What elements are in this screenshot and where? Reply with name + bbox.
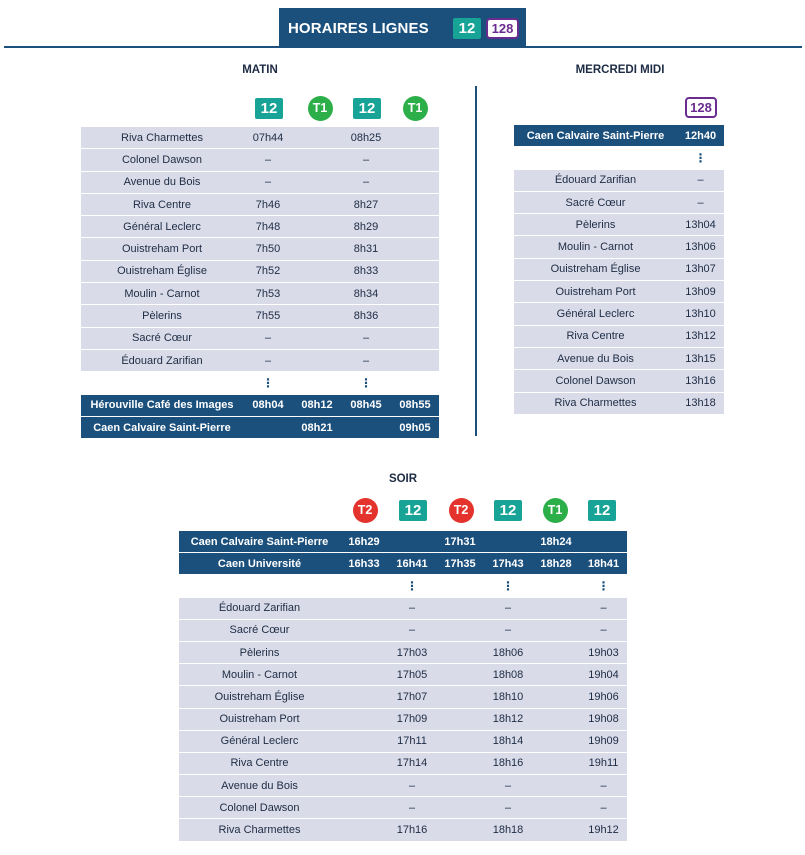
departure-time: ⋮ xyxy=(580,575,627,597)
line-12-badge: 12 xyxy=(399,500,427,521)
departure-time xyxy=(532,731,580,753)
departure-time: – xyxy=(484,797,532,819)
departure-time: 19h11 xyxy=(580,753,627,775)
stop-name: Ouistreham Port xyxy=(514,281,677,303)
departure-time xyxy=(391,216,439,238)
departure-time: 7h52 xyxy=(243,261,293,283)
stop-name: Général Leclerc xyxy=(179,731,340,753)
table-row xyxy=(514,326,724,348)
departure-time xyxy=(340,709,388,731)
departure-time: – xyxy=(243,328,293,350)
line-t2-badge: T2 xyxy=(449,498,474,523)
departure-time: 8h36 xyxy=(341,305,391,327)
departure-time: – xyxy=(580,797,627,819)
departure-time xyxy=(293,194,341,216)
departure-time xyxy=(293,127,341,149)
table-row xyxy=(179,709,627,731)
table-row xyxy=(81,305,439,327)
departure-time: – xyxy=(243,172,293,194)
table-row xyxy=(514,236,724,258)
departure-time: – xyxy=(484,620,532,642)
departure-time xyxy=(340,819,388,841)
table-row xyxy=(179,531,627,553)
stop-name: Caen Calvaire Saint-Pierre xyxy=(179,531,340,553)
stop-name: Édouard Zarifian xyxy=(514,170,677,192)
departure-time xyxy=(532,642,580,664)
departure-time: – xyxy=(388,797,436,819)
departure-time: 13h09 xyxy=(677,281,724,303)
table-row xyxy=(179,598,627,620)
departure-time xyxy=(436,664,484,686)
table-row xyxy=(179,553,627,575)
page-header xyxy=(279,8,526,48)
stop-name: Pèlerins xyxy=(81,305,243,327)
departure-time: 19h06 xyxy=(580,686,627,708)
departure-time: – xyxy=(677,170,724,192)
stop-name: Avenue du Bois xyxy=(514,348,677,370)
stop-name: Ouistreham Port xyxy=(81,238,243,260)
departure-time xyxy=(391,238,439,260)
departure-time: – xyxy=(388,598,436,620)
departure-time: 17h31 xyxy=(436,531,484,553)
departure-time xyxy=(532,819,580,841)
departure-time xyxy=(340,686,388,708)
table-row xyxy=(179,775,627,797)
stop-name: Riva Centre xyxy=(514,326,677,348)
departure-time: 17h35 xyxy=(436,553,484,575)
departure-time xyxy=(293,305,341,327)
stop-name: Ouistreham Port xyxy=(179,709,340,731)
departure-time: 7h50 xyxy=(243,238,293,260)
departure-time: 08h21 xyxy=(293,417,341,439)
departure-time: ⋮ xyxy=(341,372,391,394)
departure-time: – xyxy=(580,775,627,797)
table-row xyxy=(81,350,439,372)
departure-time xyxy=(391,149,439,171)
departure-time: 19h12 xyxy=(580,819,627,841)
departure-time xyxy=(391,328,439,350)
departure-time: 07h44 xyxy=(243,127,293,149)
line-t1-badge: T1 xyxy=(403,96,428,121)
departure-time: 19h03 xyxy=(580,642,627,664)
stop-name: Général Leclerc xyxy=(514,303,677,325)
departure-time: ⋮ xyxy=(388,575,436,597)
departure-time xyxy=(340,731,388,753)
stop-name: Général Leclerc xyxy=(81,216,243,238)
departure-time: 16h41 xyxy=(388,553,436,575)
departure-time xyxy=(436,819,484,841)
table-row xyxy=(179,753,627,775)
stop-name: Colonel Dawson xyxy=(514,370,677,392)
departure-time: 18h18 xyxy=(484,819,532,841)
continuation-row xyxy=(81,372,439,394)
section-title-soir: SOIR xyxy=(388,473,418,485)
departure-time xyxy=(293,149,341,171)
departure-time: – xyxy=(484,598,532,620)
departure-time: 09h05 xyxy=(391,417,439,439)
line-12-badge: 12 xyxy=(494,500,522,521)
table-row xyxy=(81,172,439,194)
matin-timetable xyxy=(81,127,439,439)
departure-time: 18h16 xyxy=(484,753,532,775)
departure-time: – xyxy=(388,620,436,642)
departure-time xyxy=(436,575,484,597)
stop-name: Moulin - Carnot xyxy=(179,664,340,686)
departure-time xyxy=(340,664,388,686)
departure-time: 13h10 xyxy=(677,303,724,325)
departure-time: 8h27 xyxy=(341,194,391,216)
departure-time: 17h03 xyxy=(388,642,436,664)
departure-time: 19h08 xyxy=(580,709,627,731)
departure-time: 8h33 xyxy=(341,261,391,283)
departure-time: 13h07 xyxy=(677,259,724,281)
departure-time xyxy=(532,775,580,797)
departure-time xyxy=(293,283,341,305)
table-row xyxy=(179,797,627,819)
departure-time xyxy=(391,261,439,283)
page-title: HORAIRES LIGNES xyxy=(288,19,429,37)
departure-time: 17h43 xyxy=(484,553,532,575)
departure-time xyxy=(391,350,439,372)
departure-time xyxy=(293,172,341,194)
departure-time: 08h04 xyxy=(243,395,293,417)
table-row xyxy=(81,127,439,149)
departure-time: – xyxy=(341,328,391,350)
departure-time xyxy=(293,238,341,260)
departure-time: ⋮ xyxy=(243,372,293,394)
stop-name: Pèlerins xyxy=(179,642,340,664)
stop-name xyxy=(81,372,243,394)
table-row xyxy=(81,216,439,238)
departure-time xyxy=(388,531,436,553)
departure-time: 17h11 xyxy=(388,731,436,753)
line-12-badge: 12 xyxy=(588,500,616,521)
soir-timetable xyxy=(179,531,627,842)
departure-time xyxy=(436,753,484,775)
stop-name: Riva Charmettes xyxy=(179,819,340,841)
departure-time xyxy=(436,686,484,708)
departure-time xyxy=(340,598,388,620)
departure-time xyxy=(532,664,580,686)
departure-time: – xyxy=(484,775,532,797)
departure-time: 13h18 xyxy=(677,393,724,415)
line-t2-badge: T2 xyxy=(353,498,378,523)
table-row xyxy=(514,303,724,325)
stop-name: Ouistreham Église xyxy=(179,686,340,708)
continuation-row xyxy=(514,147,724,169)
departure-time: 8h31 xyxy=(341,238,391,260)
line-12-badge: 12 xyxy=(353,98,381,119)
departure-time xyxy=(341,417,391,439)
stop-name: Moulin - Carnot xyxy=(81,283,243,305)
departure-time: 13h12 xyxy=(677,326,724,348)
departure-time xyxy=(391,172,439,194)
continuation-row xyxy=(179,575,627,597)
departure-time xyxy=(293,372,341,394)
departure-time xyxy=(436,598,484,620)
table-row xyxy=(81,328,439,350)
departure-time: 08h45 xyxy=(341,395,391,417)
departure-time: 17h14 xyxy=(388,753,436,775)
departure-time xyxy=(293,328,341,350)
departure-time xyxy=(340,775,388,797)
table-row xyxy=(514,348,724,370)
stop-name: Moulin - Carnot xyxy=(514,236,677,258)
departure-time: – xyxy=(677,192,724,214)
section-divider xyxy=(475,86,477,436)
stop-name: Riva Charmettes xyxy=(514,393,677,415)
stop-name: Hérouville Café des Images xyxy=(81,395,243,417)
departure-time: 18h24 xyxy=(532,531,580,553)
stop-name xyxy=(179,575,340,597)
stop-name: Riva Charmettes xyxy=(81,127,243,149)
departure-time: 18h10 xyxy=(484,686,532,708)
departure-time xyxy=(532,575,580,597)
line-t1-badge: T1 xyxy=(543,498,568,523)
departure-time xyxy=(293,350,341,372)
departure-time xyxy=(243,417,293,439)
departure-time xyxy=(391,283,439,305)
table-row xyxy=(514,170,724,192)
departure-time xyxy=(436,731,484,753)
departure-time xyxy=(391,194,439,216)
stop-name: Caen Calvaire Saint-Pierre xyxy=(81,417,243,439)
departure-time: 13h15 xyxy=(677,348,724,370)
departure-time xyxy=(293,261,341,283)
departure-time: 18h08 xyxy=(484,664,532,686)
table-row xyxy=(81,238,439,260)
departure-time: 19h04 xyxy=(580,664,627,686)
table-row xyxy=(179,664,627,686)
departure-time: 7h55 xyxy=(243,305,293,327)
stop-name: Caen Université xyxy=(179,553,340,575)
stop-name: Avenue du Bois xyxy=(179,775,340,797)
departure-time: ⋮ xyxy=(484,575,532,597)
departure-time xyxy=(340,753,388,775)
table-row xyxy=(179,731,627,753)
stop-name: Ouistreham Église xyxy=(81,261,243,283)
stop-name: Colonel Dawson xyxy=(179,797,340,819)
stop-name: Pèlerins xyxy=(514,214,677,236)
departure-time: 17h07 xyxy=(388,686,436,708)
stop-name: Sacré Cœur xyxy=(179,620,340,642)
departure-time: – xyxy=(580,620,627,642)
departure-time xyxy=(340,620,388,642)
table-row xyxy=(81,417,439,439)
table-row xyxy=(514,214,724,236)
table-row xyxy=(514,281,724,303)
stop-name: Sacré Cœur xyxy=(514,192,677,214)
departure-time xyxy=(391,305,439,327)
departure-time: 18h14 xyxy=(484,731,532,753)
table-row xyxy=(179,642,627,664)
departure-time: 13h04 xyxy=(677,214,724,236)
table-row xyxy=(514,259,724,281)
departure-time: 08h25 xyxy=(341,127,391,149)
departure-time: – xyxy=(341,172,391,194)
departure-time xyxy=(532,686,580,708)
departure-time: 8h34 xyxy=(341,283,391,305)
departure-time: 19h09 xyxy=(580,731,627,753)
departure-time: 16h29 xyxy=(340,531,388,553)
stop-name: Ouistreham Église xyxy=(514,259,677,281)
table-row xyxy=(179,620,627,642)
departure-time xyxy=(436,775,484,797)
departure-time xyxy=(532,753,580,775)
line-12-badge: 12 xyxy=(453,18,481,39)
line-128-badge: 128 xyxy=(685,97,717,118)
departure-time xyxy=(340,797,388,819)
departure-time xyxy=(436,620,484,642)
table-row xyxy=(179,819,627,841)
departure-time xyxy=(391,127,439,149)
departure-time: 13h16 xyxy=(677,370,724,392)
departure-time xyxy=(532,797,580,819)
departure-time: 7h53 xyxy=(243,283,293,305)
table-row xyxy=(81,149,439,171)
departure-time: 18h41 xyxy=(580,553,627,575)
mercredi-timetable xyxy=(514,125,724,415)
departure-time: 7h48 xyxy=(243,216,293,238)
departure-time: ⋮ xyxy=(677,147,724,169)
departure-time: 17h09 xyxy=(388,709,436,731)
departure-time xyxy=(340,642,388,664)
departure-time: – xyxy=(243,350,293,372)
departure-time: 12h40 xyxy=(677,125,724,147)
departure-time xyxy=(532,709,580,731)
section-title-mercredi: MERCREDI MIDI xyxy=(575,64,665,76)
stop-name: Caen Calvaire Saint-Pierre xyxy=(514,125,677,147)
table-row xyxy=(81,194,439,216)
stop-name: Sacré Cœur xyxy=(81,328,243,350)
departure-time xyxy=(340,575,388,597)
stop-name: Riva Centre xyxy=(179,753,340,775)
departure-time: – xyxy=(580,598,627,620)
table-row xyxy=(81,261,439,283)
departure-time xyxy=(436,642,484,664)
departure-time: 18h12 xyxy=(484,709,532,731)
line-t1-badge: T1 xyxy=(308,96,333,121)
departure-time xyxy=(391,372,439,394)
line-12-badge: 12 xyxy=(255,98,283,119)
table-row xyxy=(514,192,724,214)
stop-name: Colonel Dawson xyxy=(81,149,243,171)
departure-time xyxy=(532,620,580,642)
departure-time: 8h29 xyxy=(341,216,391,238)
table-row xyxy=(81,395,439,417)
departure-time: 18h28 xyxy=(532,553,580,575)
departure-time: 08h12 xyxy=(293,395,341,417)
table-row xyxy=(514,125,724,147)
departure-time: 17h05 xyxy=(388,664,436,686)
departure-time xyxy=(580,531,627,553)
departure-time: 7h46 xyxy=(243,194,293,216)
departure-time: 16h33 xyxy=(340,553,388,575)
stop-name: Édouard Zarifian xyxy=(179,598,340,620)
stop-name: Avenue du Bois xyxy=(81,172,243,194)
departure-time: – xyxy=(341,350,391,372)
departure-time: – xyxy=(341,149,391,171)
stop-name xyxy=(514,147,677,169)
departure-time: 18h06 xyxy=(484,642,532,664)
stop-name: Édouard Zarifian xyxy=(81,350,243,372)
table-row xyxy=(514,370,724,392)
departure-time xyxy=(436,709,484,731)
departure-time: 13h06 xyxy=(677,236,724,258)
departure-time: – xyxy=(243,149,293,171)
section-title-matin: MATIN xyxy=(242,64,278,76)
departure-time: – xyxy=(388,775,436,797)
departure-time xyxy=(293,216,341,238)
table-row xyxy=(179,686,627,708)
departure-time: 08h55 xyxy=(391,395,439,417)
departure-time xyxy=(436,797,484,819)
table-row xyxy=(81,283,439,305)
departure-time: 17h16 xyxy=(388,819,436,841)
line-128-badge: 128 xyxy=(486,18,519,39)
departure-time xyxy=(532,598,580,620)
departure-time xyxy=(484,531,532,553)
stop-name: Riva Centre xyxy=(81,194,243,216)
table-row xyxy=(514,393,724,415)
